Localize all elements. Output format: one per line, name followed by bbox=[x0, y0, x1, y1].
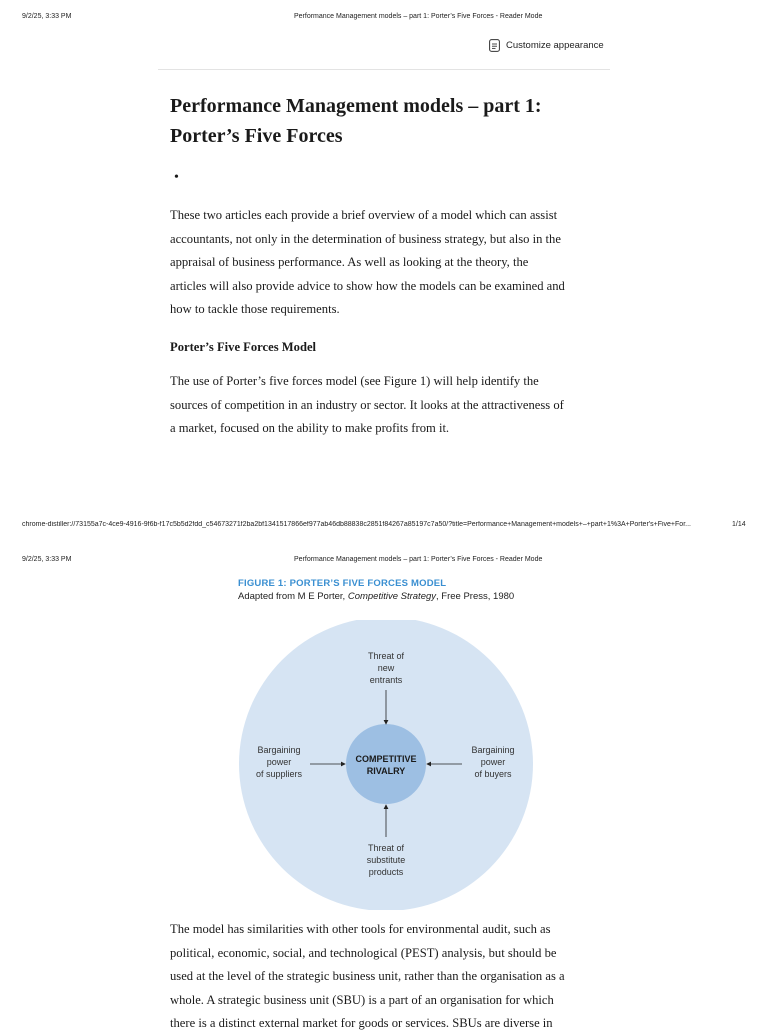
text-line: appraisal of business performance. As well as looking at the theory, the bbox=[170, 255, 529, 270]
header-divider bbox=[158, 69, 610, 70]
text-line: a market, focused on the ability to make profits from it. bbox=[170, 421, 450, 436]
title-line-2: Porter’s Five Forces bbox=[170, 125, 343, 147]
bottom-label-line: products bbox=[368, 867, 404, 877]
bottom-label-line: substitute bbox=[366, 855, 406, 865]
figure-caption bbox=[238, 591, 514, 602]
five-forces-diagram bbox=[236, 620, 536, 910]
text-line: The model has similarities with other tools for environmental audit, such as bbox=[170, 922, 551, 936]
text-line: articles will also provide advice to show how the models can be examined and bbox=[170, 278, 565, 293]
center-label-line-1: COMPETITIVE bbox=[355, 754, 417, 764]
print-datetime: 9/2/25, 3:33 PM bbox=[22, 556, 72, 563]
article-title bbox=[170, 91, 610, 151]
competitive-rivalry-circle bbox=[346, 724, 426, 804]
section-heading: Porter’s Five Forces Model bbox=[170, 340, 317, 354]
intro-paragraph bbox=[170, 204, 602, 322]
right-label-line: power bbox=[480, 757, 506, 767]
text-line: sources of competition in an industry or sector. It looks at the attractiveness of bbox=[170, 397, 564, 412]
footer-url: chrome-distiller://73155a7c-4ce9-4916-9f6b-f17c5b5d2fdd_c54673271f2ba2bf1341517866ef977ab46db88838c2851f84267a85197c7a50/?title=Performance+Management+models+–+part+1%3A+Porter's+Five+For... bbox=[22, 521, 691, 528]
left-label-line: power bbox=[266, 757, 292, 767]
customize-appearance-label: Customize appearance bbox=[506, 40, 604, 51]
text-line: whole. A strategic business unit (SBU) is a part of an organisation for which bbox=[170, 992, 554, 1007]
top-label-line: new bbox=[377, 663, 395, 673]
left-label-line: Bargaining bbox=[257, 745, 301, 755]
text-line: political, economic, social, and technological (PEST) analysis, but should be bbox=[170, 945, 557, 960]
caption-suffix: , Free Press, 1980 bbox=[436, 591, 515, 602]
page-count: 1/14 bbox=[732, 521, 746, 528]
text-line: how to tackle those requirements. bbox=[170, 302, 340, 317]
top-label-line: Threat of bbox=[367, 651, 405, 661]
center-label-line-2: RIVALRY bbox=[366, 766, 406, 776]
empty-bullet: • bbox=[174, 170, 179, 185]
text-line: These two articles each provide a brief overview of a model which can assist bbox=[170, 208, 558, 222]
text-line: accountants, not only in the determination of business strategy, but also in the bbox=[170, 231, 561, 246]
title-line-1: Performance Management models – part 1: bbox=[170, 95, 542, 117]
print-datetime: 9/2/25, 3:33 PM bbox=[22, 13, 72, 20]
text-line: there is a distinct external market for goods or services. SBUs are diverse in bbox=[170, 1016, 553, 1031]
print-page-title: Performance Management models – part 1: Porter’s Five Forces - Reader Mode bbox=[294, 556, 543, 563]
document-icon bbox=[489, 39, 500, 52]
text-line: The use of Porter’s five forces model (see Figure 1) will help identify the bbox=[170, 374, 539, 388]
print-page-title: Performance Management models – part 1: Porter’s Five Forces - Reader Mode bbox=[294, 13, 543, 20]
top-label-line: entrants bbox=[369, 675, 403, 685]
bottom-label-line: Threat of bbox=[367, 843, 405, 853]
customize-appearance-button[interactable] bbox=[489, 39, 604, 52]
text-line: used at the level of the strategic business unit, rather than the organisation as a bbox=[170, 969, 565, 984]
right-label-line: Bargaining bbox=[471, 745, 515, 755]
body-paragraph bbox=[170, 918, 602, 1036]
caption-book-title: Competitive Strategy bbox=[347, 591, 437, 602]
right-label-line: of buyers bbox=[474, 769, 512, 779]
figure-title: FIGURE 1: PORTER’S FIVE FORCES MODEL bbox=[238, 578, 447, 589]
section-paragraph bbox=[170, 370, 602, 441]
left-label-line: of suppliers bbox=[255, 769, 303, 779]
caption-prefix: Adapted from M E Porter, bbox=[238, 591, 348, 602]
